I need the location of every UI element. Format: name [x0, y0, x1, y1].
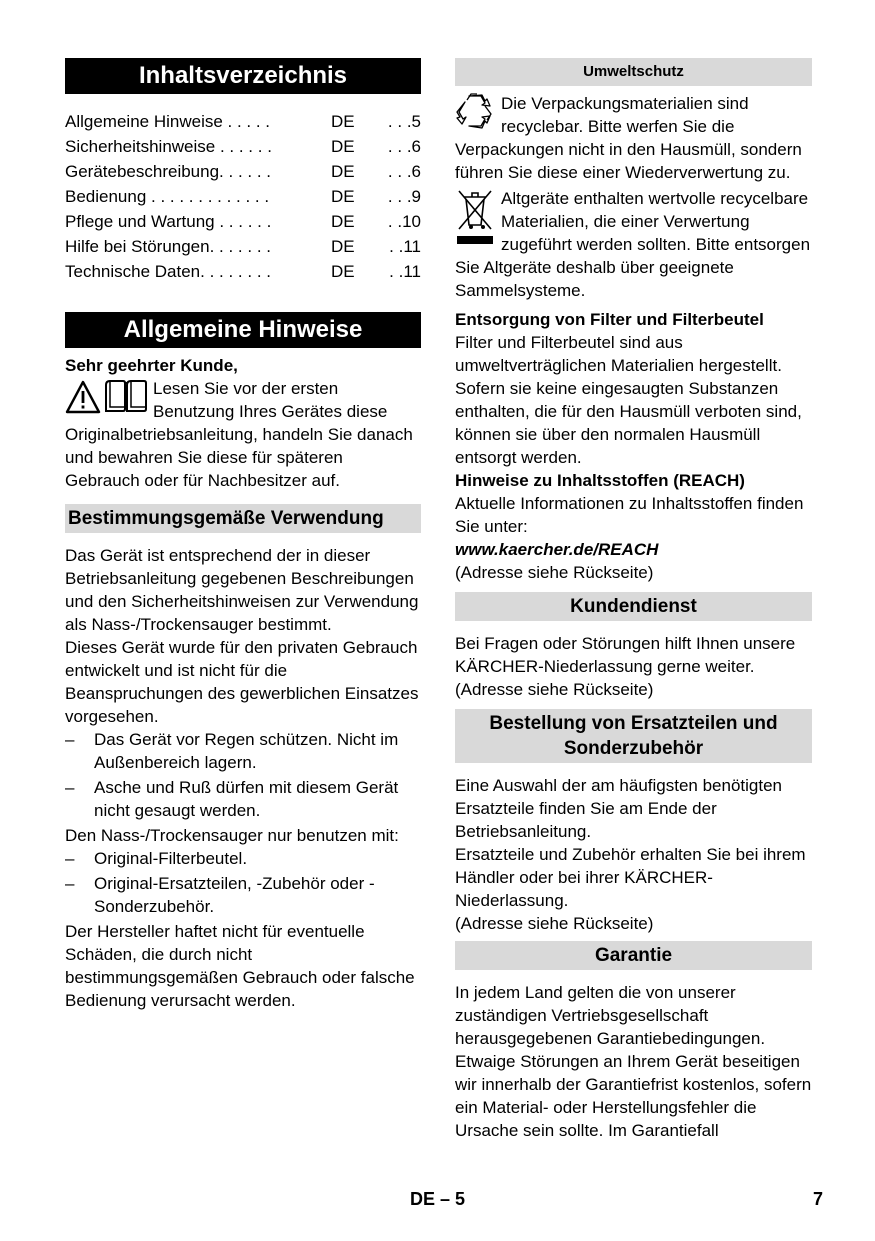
table-of-contents — [65, 109, 421, 284]
paragraph: Ersatzteile und Zubehör erhalten Sie bei ihrem Händler oder bei ihrer KÄRCHER-Niederlassung. — [455, 845, 806, 910]
section-title-kundendienst: Kundendienst — [455, 592, 812, 621]
section-title-allgemein: Allgemeine Hinweise — [65, 312, 421, 348]
toc-label: Technische Daten. . . . . . . . — [65, 262, 271, 281]
toc-row[interactable] — [65, 259, 421, 284]
toc-label: Hilfe bei Störungen. . . . . . . — [65, 237, 271, 256]
toc-page: . . .6 — [387, 137, 421, 156]
toc-page: . . .9 — [387, 187, 421, 206]
weee-block — [455, 187, 812, 302]
reach-link[interactable]: www.kaercher.de/REACH — [455, 540, 659, 559]
crossed-bin-icon — [455, 187, 495, 253]
toc-lang: DE — [331, 137, 355, 156]
address-note: (Adresse siehe Rückseite) — [455, 680, 654, 699]
paragraph: Sofern sie keine eingesaugten Substanzen enthalten, die für den Hausmüll verboten sind, können sie über den normalen Hausmüll entsorgt werden. — [455, 379, 802, 467]
paragraph: Der Hersteller haftet nicht für eventuelle Schäden, die durch nicht bestimmungsgemäßen Gebrauch oder falsche Bedienung verursacht werden. — [65, 922, 415, 1010]
toc-page: . .11 — [389, 262, 421, 281]
warning-manual-icon — [65, 379, 147, 421]
section-title-garantie: Garantie — [455, 941, 812, 970]
dash-bullet: – — [65, 849, 75, 868]
dash-bullet: – — [65, 874, 75, 893]
list-item — [65, 728, 421, 774]
toc-label: Gerätebeschreibung. . . . . . — [65, 162, 272, 181]
list-item — [65, 847, 421, 870]
intro-text: Lesen Sie vor der ersten Benutzung Ihres Gerätes diese Originalbetriebsanleitung, handeln Sie danach und bewahren Sie diese für späteren Gebrauch oder für Nachbesitzer auf. — [65, 379, 413, 490]
paragraph: Filter und Filterbeutel sind aus umweltverträglichen Materialien hergestellt. — [455, 333, 782, 375]
dash-bullet: – — [65, 730, 75, 749]
intro-block — [65, 377, 421, 492]
address-note: (Adresse siehe Rückseite) — [455, 563, 654, 582]
toc-lang: DE — [331, 187, 355, 206]
section-title-ersatzteile: Bestellung von Ersatzteilen und Sonderzubehör — [455, 709, 812, 763]
paragraph: Altgeräte enthalten wertvolle recycelbare Materialien, die einer Verwertung zugeführt werden sollten. Bitte entsorgen Sie Altgeräte deshalb über geeignete Sammelsysteme. — [455, 189, 811, 300]
paragraph: Eine Auswahl der am häufigsten benötigten Ersatzteile finden Sie am Ende der Betriebsanleitung. — [455, 776, 783, 841]
toc-row[interactable] — [65, 134, 421, 159]
paragraph: Den Nass-/Trockensauger nur benutzen mit: — [65, 826, 399, 845]
toc-page: . . .6 — [387, 162, 421, 181]
subheading: Hinweise zu Inhaltsstoffen (REACH) — [455, 471, 745, 490]
recycle-block — [455, 92, 812, 184]
toc-row[interactable] — [65, 184, 421, 209]
toc-label: Sicherheitshinweise . . . . . . — [65, 137, 272, 156]
paragraph: Das Gerät ist entsprechend der in dieser Betriebsanleitung gegebenen Beschreibungen und den Sicherheitshinweisen zur Verwendung als Nass-/Trockensauger bestimmt. — [65, 546, 419, 634]
greeting: Sehr geehrter Kunde, — [65, 356, 238, 375]
page-label: DE – 5 — [410, 1189, 466, 1209]
section-title-umwelt: Umweltschutz — [455, 58, 812, 86]
toc-row[interactable] — [65, 234, 421, 259]
paragraph: Bei Fragen oder Störungen hilft Ihnen unsere KÄRCHER-Niederlassung gerne weiter. — [455, 634, 796, 676]
paragraph: Dieses Gerät wurde für den privaten Gebrauch entwickelt und ist nicht für die Beanspruchungen des gewerblichen Einsatzes vorgesehen. — [65, 638, 419, 726]
toc-row[interactable] — [65, 159, 421, 184]
address-note: (Adresse siehe Rückseite) — [455, 914, 654, 933]
left-column — [65, 58, 421, 1012]
toc-label: Pflege und Wartung . . . . . . — [65, 212, 272, 231]
list-item — [65, 776, 421, 822]
subheading: Entsorgung von Filter und Filterbeutel — [455, 310, 764, 329]
right-column — [455, 58, 812, 1142]
recycle-icon — [455, 92, 495, 138]
list-item-text: Original-Ersatzteilen, -Zubehör oder -Sonderzubehör. — [94, 874, 375, 916]
toc-lang: DE — [331, 262, 355, 281]
paragraph: Die Verpackungsmaterialien sind recyclebar. Bitte werfen Sie die Verpackungen nicht in den Hausmüll, sondern führen Sie diese einer Wiederverwertung zu. — [455, 94, 802, 182]
list-item-text: Original-Filterbeutel. — [94, 849, 248, 868]
list-item-text: Asche und Ruß dürfen mit diesem Gerät nicht gesaugt werden. — [94, 778, 399, 820]
section-title-bestimmung: Bestimmungsgemäße Verwendung — [65, 504, 421, 533]
list-item — [65, 872, 421, 918]
page-number: 7 — [813, 1189, 824, 1209]
toc-lang: DE — [331, 212, 355, 231]
toc-row[interactable] — [65, 109, 421, 134]
toc-row[interactable] — [65, 209, 421, 234]
toc-title: Inhaltsverzeichnis — [65, 58, 421, 94]
toc-page: . .11 — [389, 237, 421, 256]
toc-page: . . .5 — [387, 112, 421, 131]
toc-lang: DE — [331, 162, 355, 181]
paragraph: In jedem Land gelten die von unserer zuständigen Vertriebsgesellschaft herausgegebenen Garantiebedingungen. Etwaige Störungen an Ihrem Gerät beseitigen wir innerhalb der Garantiefrist kostenlos, sofern ein Material- oder Herstellungsfehler die Ursache sein sollte. Im Garantiefall — [455, 983, 812, 1140]
toc-label: Allgemeine Hinweise . . . . . — [65, 112, 271, 131]
toc-lang: DE — [331, 112, 355, 131]
dash-bullet: – — [65, 778, 75, 797]
toc-page: . .10 — [387, 212, 421, 231]
toc-lang: DE — [331, 237, 355, 256]
list-item-text: Das Gerät vor Regen schützen. Nicht im Außenbereich lagern. — [94, 730, 399, 772]
paragraph: Aktuelle Informationen zu Inhaltsstoffen finden Sie unter: — [455, 494, 804, 536]
toc-label: Bedienung . . . . . . . . . . . . . — [65, 187, 270, 206]
